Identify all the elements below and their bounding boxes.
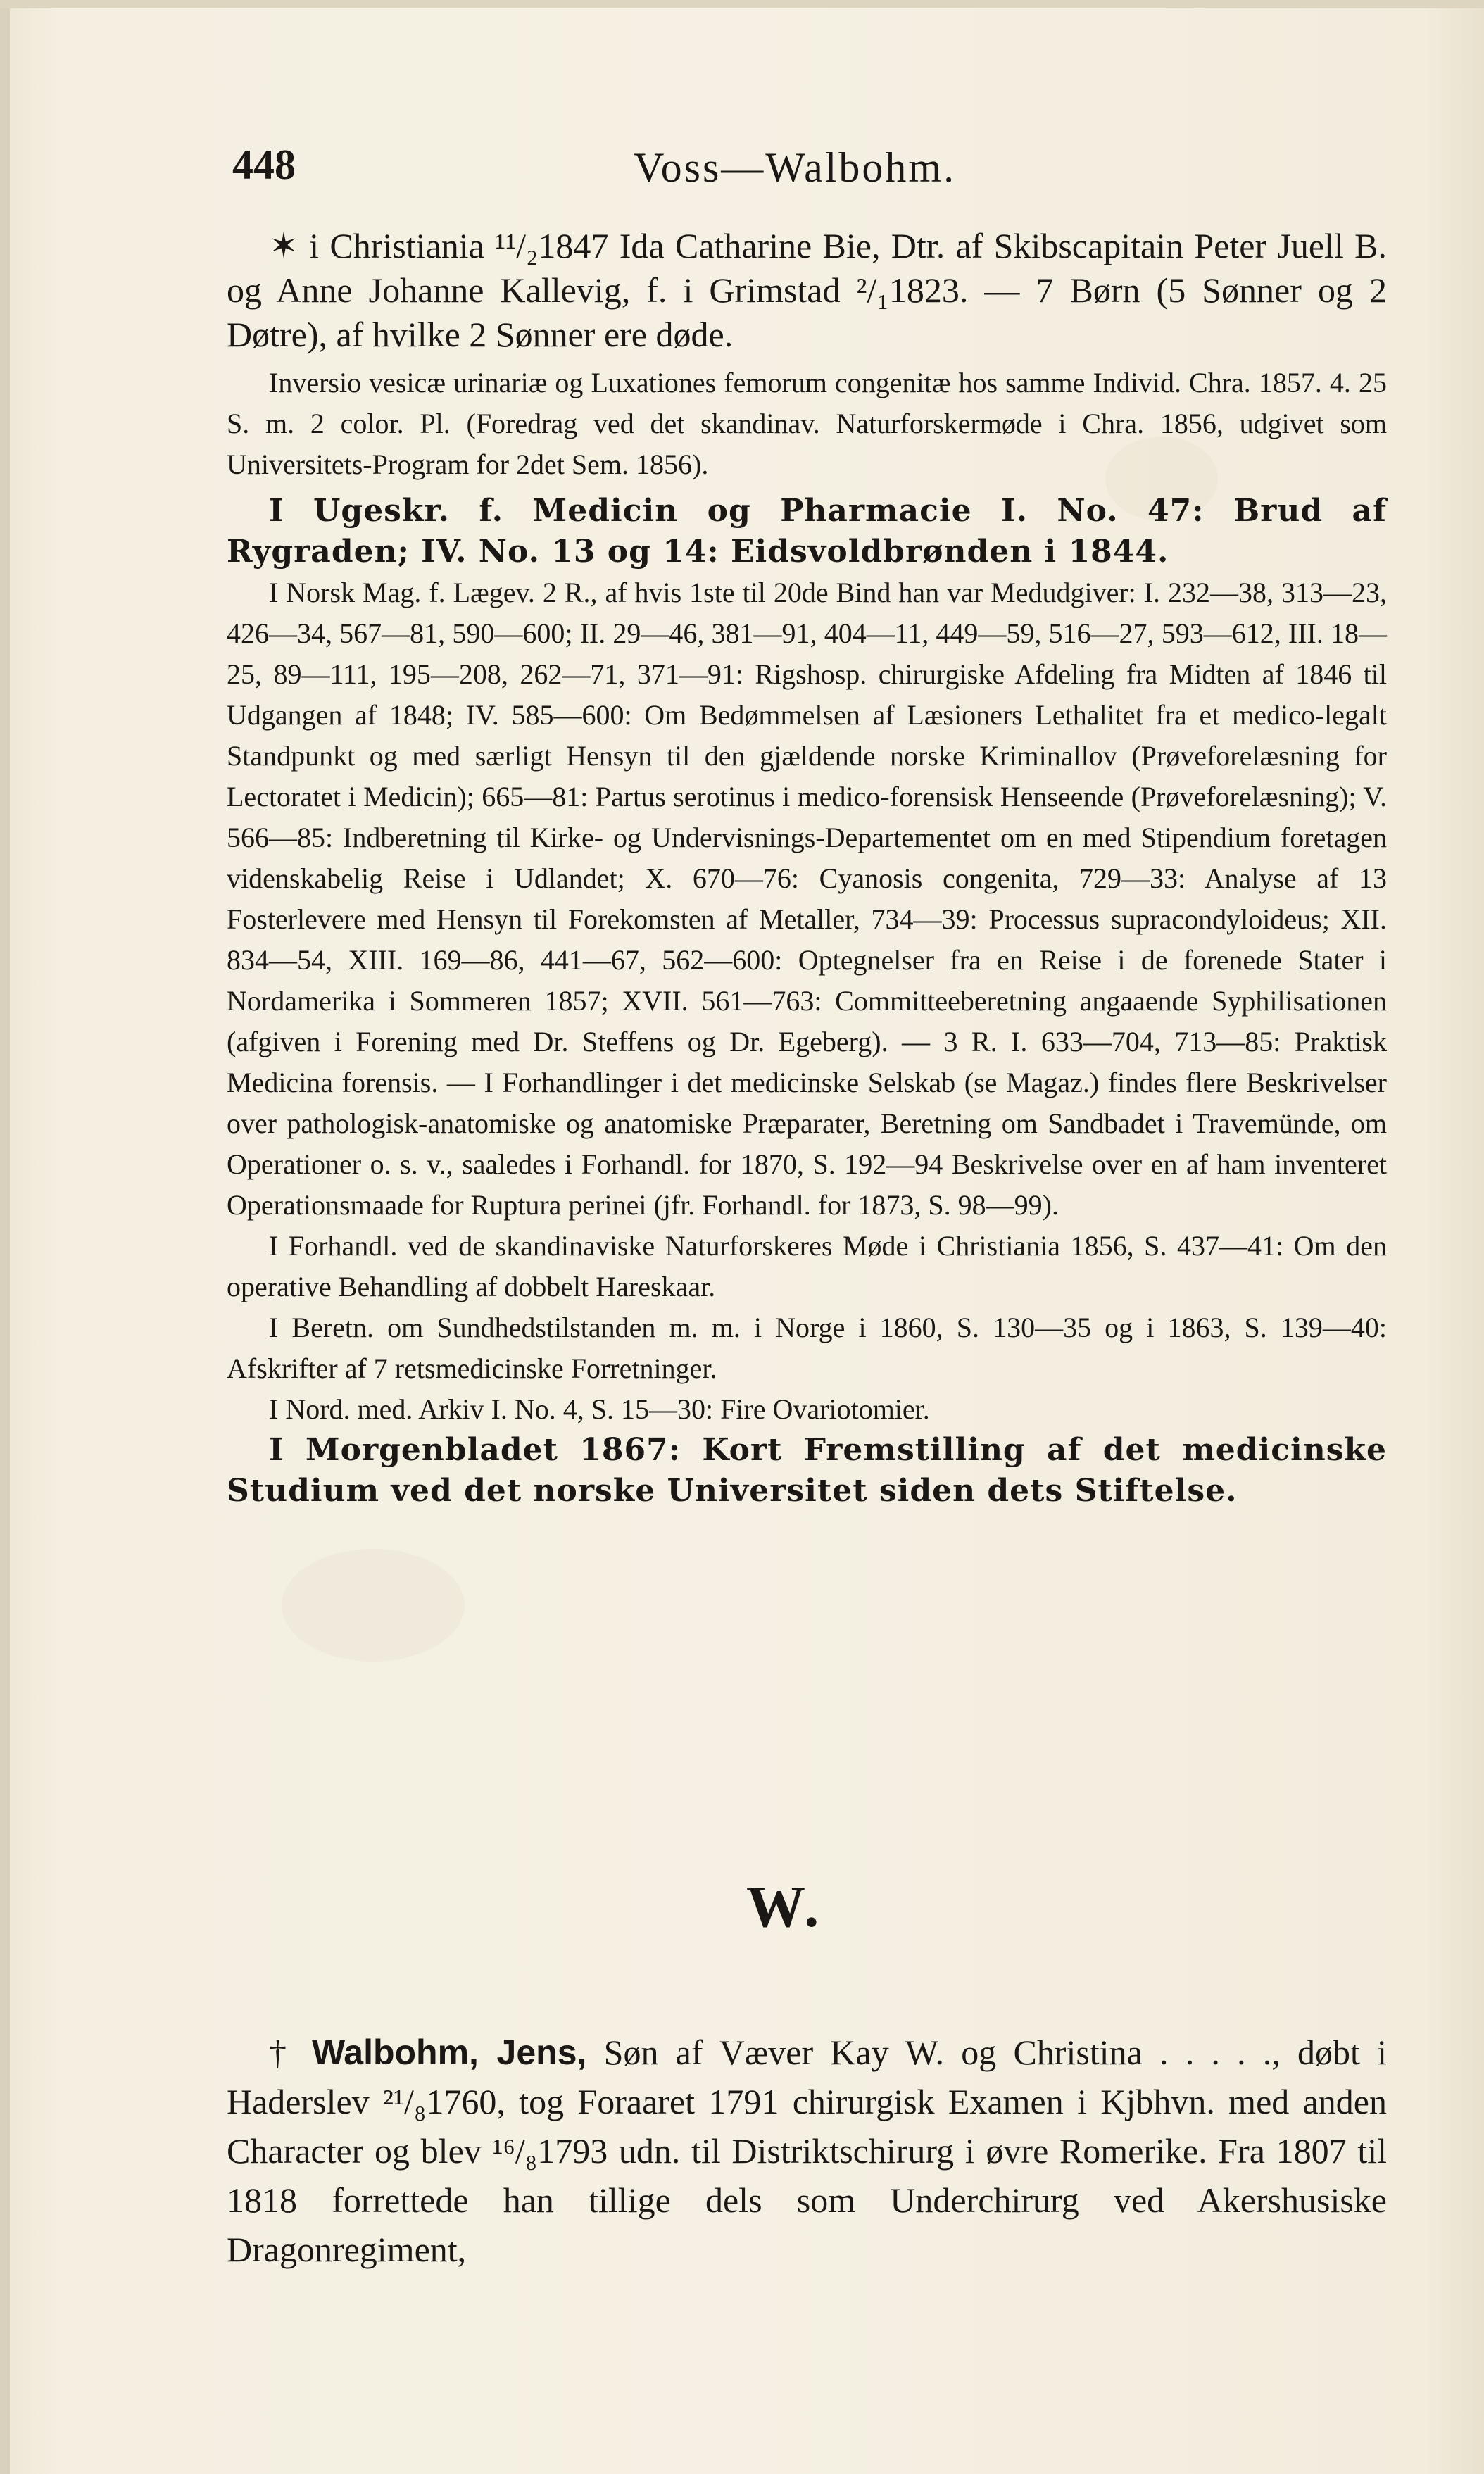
norsk-mag-paragraph: I Norsk Mag. f. Lægev. 2 R., af hvis 1ste til 20de Bind han var Medudgiver: I. 232—38, 313—23, 426—34, 567—81, 590—600; II. 29—46, 381—91, 404—11, 449—59, 516—27, 593—612, III. 18—25, 89—111, 195—208, 262—71, 371—91: Rigshosp. chirurgiske Afdeling fra Midten af 1846 til Udgangen af 1848; IV. 585—600: Om Bedømmelsen af Læsioners Lethalitet fra et medico-legalt Standpunkt og med særligt Hensyn til den gjældende norske Kriminallov (Prøveforelæsning for Lectoratet i Medicin); 665—81: Partus serotinus i medico-forensisk Henseende (Prøveforelæsning); V. 566—85: Indberetning til Kirke- og Undervisnings-Departementet om en med Stipendium foretagen videnskabelig Reise i Udlandet; X. 670—76: Cyanosis congenita, 729—33: Analyse af 13 Fosterlevere med Hensyn til Forekomsten af Metaller, 734—39: Processus supracondyloideus; XII. 834—54, XIII. 169—86, 441—67, 562—600: Optegnelser fra en Reise i de forenede Stater i Nordamerika i Sommeren 1857; XVII. 561—763: Committeeberetning angaaende Syphilisationen (afgiven i Forening med Dr. Steffens og Dr. Egeberg). — 3 R. I. 633—704, 713—85: Praktisk Medicina forensis. — I Forhandlinger i det medicinske Selskab (se Magaz.) findes flere Beskrivelser over pathologisk-anatomiske og anatomiske Præparater, Beretning om Sandbadet i Travemünde, om Operationer o. s. v., saaledes i Forhandl. for 1870, S. 192—94 Beskrivelse over en af ham inventeret Operationsmaade for Ruptura perinei (jfr. Forhandl. for 1873, S. 98—99). [227,577,1387,1221]
page-header [232,141,1387,197]
publication-paragraph: Inversio vesicæ urinariæ og Luxationes femorum congenitæ hos samme Individ. Chra. 1857. 4. 25 S. m. 2 color. Pl. (Foredrag ved det skandinav. Naturforskermøde i Chra. 1856, udgivet som Universitets-Program for 2det Sem. 1856). [227,367,1387,480]
running-head: Voss—Walbohm. [634,144,957,191]
forhandl-paragraph: I Forhandl. ved de skandinaviske Naturforskeres Møde i Christiania 1856, S. 437—41: Om den operative Behandling af dobbelt Hareskaar. [227,1230,1387,1302]
morgenbladet-paragraph: I Morgenbladet 1867: Kort Fremstilling af det medicinske Studium ved det norske Universitet siden dets Stiftelse. [227,1432,1387,1509]
dagger-mark: † [269,2033,295,2072]
marriage-paragraph: ✶ i Christiania ¹¹/₂1847 Ida Catharine Bie, Dtr. af Skibscapitain Peter Juell B. og Anne Johanne Kallevig, f. i Grimstad ²/₁1823. — 7 Børn (5 Sønner og 2 Døtre), af hvilke 2 Sønner ere døde. [227,226,1387,354]
entry-name: Walbohm, Jens, [311,2033,587,2072]
nord-arkiv-paragraph: I Nord. med. Arkiv I. No. 4, S. 15—30: Fire Ovariotomier. [269,1393,930,1425]
page-edge-left [0,0,10,2474]
beretn-paragraph: I Beretn. om Sundhedstilstanden m. m. i Norge i 1860, S. 130—35 og i 1863, S. 139—40: Afskrifter af 7 retsmedicinske Forretninger. [227,1312,1387,1384]
walbohm-entry [227,2028,1387,2274]
biography-continuation [227,224,1387,1512]
page-number: 448 [232,142,296,188]
ugeskr-paragraph: I Ugeskr. f. Medicin og Pharmacie I. No. 47: Brud af Rygraden; IV. No. 13 og 14: Eidsvoldbrønden i 1844. [227,493,1387,570]
section-heading-w: W. [746,1874,824,1940]
page-edge-top [0,0,1484,8]
paper-stain [282,1549,465,1662]
entry-text: Søn af Væver Kay W. og Christina . . . . ., døbt i Haderslev ²¹/₈1760, tog Foraaret 1791 chirurgisk Examen i Kjbhvn. med anden Character og blev ¹⁶/₈1793 udn. til Distriktschirurg i øvre Romerike. Fra 1807 til 1818 forrettede han tillige dels som Underchirurg ved Akershusiske Dragonregiment, [227,2033,1388,2269]
